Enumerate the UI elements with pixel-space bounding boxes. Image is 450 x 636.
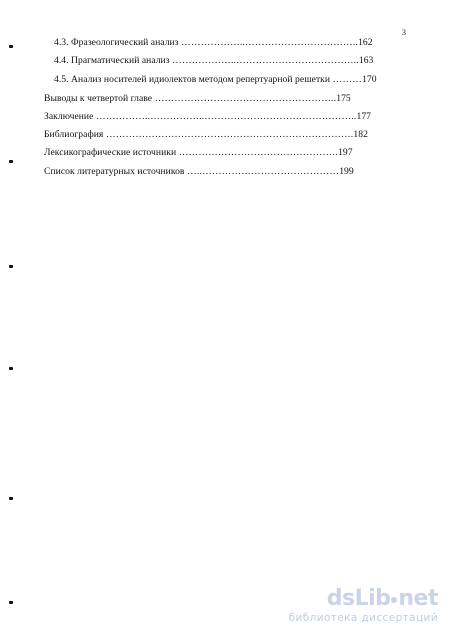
toc-entry-title: Лексикографические источники — [44, 147, 177, 158]
toc-entry-leader: …..…………………………………… — [184, 166, 340, 177]
toc-entry — [44, 166, 354, 178]
toc-entry — [44, 147, 353, 159]
toc-entry-page: 163 — [358, 55, 374, 66]
binding-mark — [9, 601, 13, 604]
binding-mark — [9, 367, 13, 370]
watermark-subtitle: библиотека диссертаций — [288, 612, 438, 624]
binding-mark — [9, 497, 13, 500]
toc-entry-leader: ……………………………………………….. — [152, 93, 337, 104]
toc-entry-title: 4.4. Прагматический анализ — [54, 55, 170, 66]
toc-entry — [54, 74, 377, 86]
toc-entry-leader: ………………..……………………………….. — [169, 55, 359, 66]
toc-entry-leader: ……… — [330, 74, 363, 85]
toc-entry-leader: …………………………………………. — [176, 147, 339, 158]
toc-entry-page: 177 — [356, 111, 372, 122]
toc-entry — [44, 111, 371, 123]
toc-entry-page: 182 — [353, 129, 368, 140]
toc-entry — [44, 129, 368, 141]
binding-mark — [9, 265, 13, 268]
toc-entry-title: Выводы к четвертой главе — [44, 93, 153, 104]
toc-entry-page: 170 — [362, 74, 377, 85]
toc-entry — [54, 37, 373, 49]
toc-entry-page: 197 — [338, 147, 353, 158]
toc-entry-leader: …………………………………………………………………. — [103, 129, 354, 140]
toc-entry — [44, 93, 351, 105]
toc-entry-title: 4.3. Фразеологический анализ — [54, 37, 179, 48]
toc-entry-leader: ……………..……………..……………………………………….. — [93, 111, 357, 122]
toc-entry-title: Заключение — [44, 111, 94, 122]
toc-entry-page: 162 — [358, 37, 373, 48]
toc-entry-page: 175 — [336, 93, 351, 104]
watermark-logo-dot-icon — [391, 597, 397, 603]
toc-entry — [54, 55, 373, 67]
page-number: 3 — [402, 28, 406, 37]
toc-entry-leader: ………………..…………………………….. — [178, 37, 359, 48]
toc-entry-title: Библиография — [44, 129, 104, 140]
toc-entry-title: 4.5. Анализ носителей идиолектов методом репертуарной решетки — [54, 74, 331, 85]
toc-entry-page: 199 — [339, 166, 354, 177]
toc-entry-title: Список литературных источников — [44, 166, 185, 177]
site-watermark — [238, 586, 438, 626]
watermark-logo: dsLib net — [326, 586, 438, 611]
binding-mark — [9, 160, 13, 163]
binding-mark — [9, 45, 13, 48]
